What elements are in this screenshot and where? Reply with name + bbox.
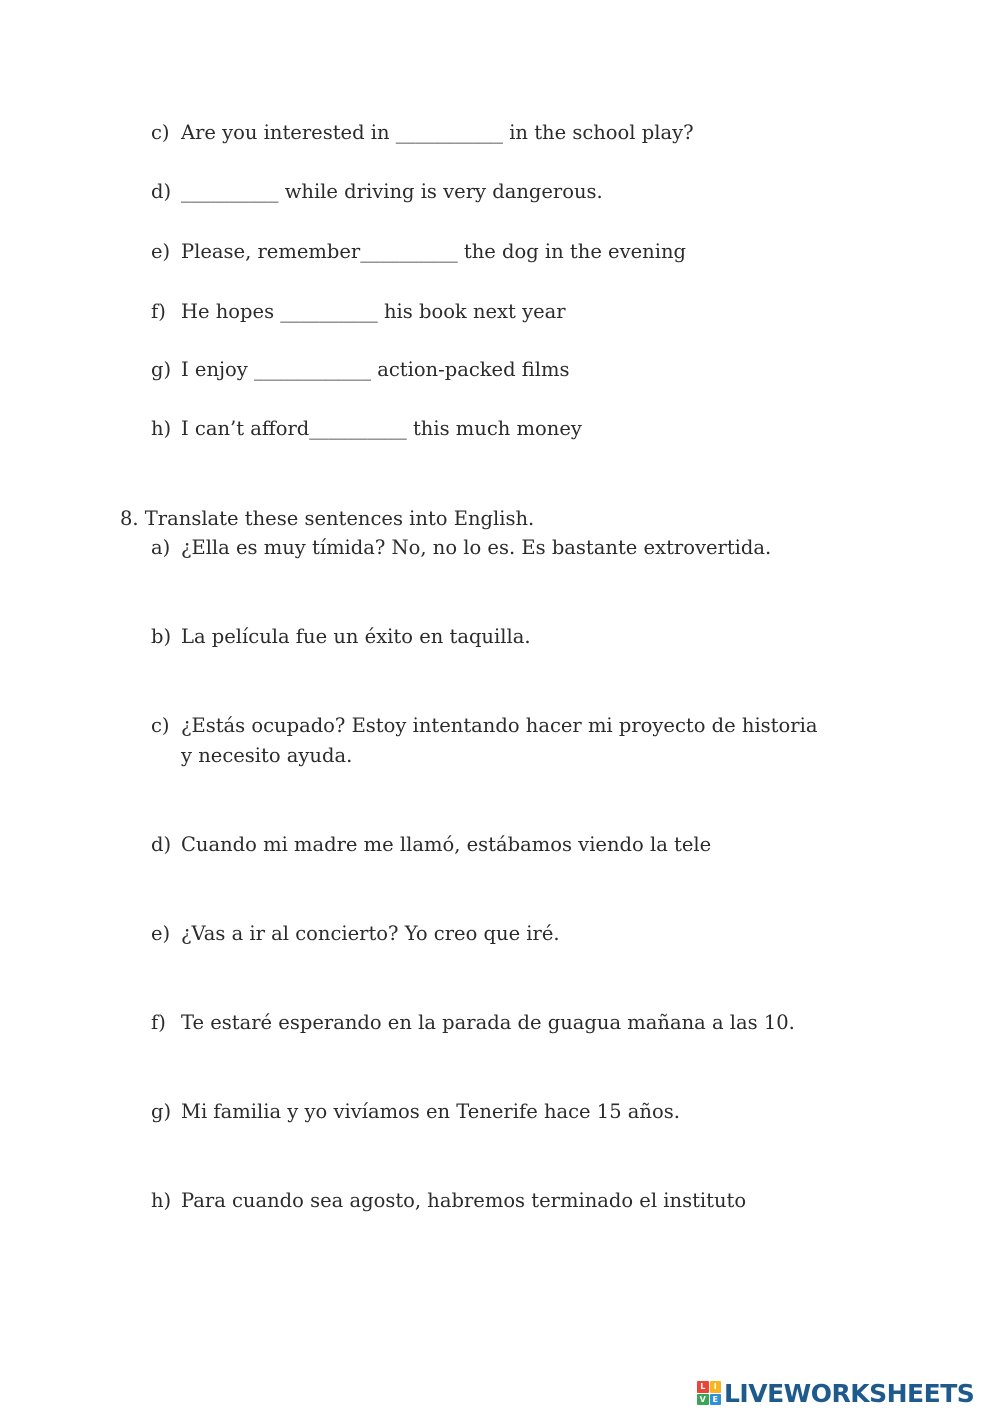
item-label: f) (151, 300, 166, 323)
item-label: d) (151, 833, 172, 856)
item-text: La película fue un éxito en taquilla. (181, 625, 531, 648)
item-text: ¿Ella es muy tímida? No, no lo es. Es bastante extrovertida. (181, 536, 772, 559)
item-text: Are you interested in ___________ in the school play? (181, 121, 694, 144)
item-text: Please, remember__________ the dog in the evening (181, 240, 686, 263)
ex8-item-d (151, 830, 851, 860)
item-label: a) (151, 536, 171, 559)
item-text: I can’t afford__________ this much money (181, 417, 582, 440)
item-text: Cuando mi madre me llamó, estábamos viendo la tele (181, 833, 712, 856)
ex8-item-h (151, 1186, 851, 1216)
item-label: b) (151, 625, 172, 648)
item-text: Te estaré esperando en la parada de guagua mañana a las 10. (181, 1011, 795, 1034)
logo-mark-letter: I (710, 1381, 722, 1393)
ex8-item-g (151, 1097, 851, 1127)
item-text: I enjoy ____________ action-packed films (181, 358, 570, 381)
ex8-item-a (151, 533, 851, 563)
item-label: g) (151, 1100, 172, 1123)
item-text: Para cuando sea agosto, habremos terminado el instituto (181, 1189, 747, 1212)
item-label: f) (151, 1011, 166, 1034)
ex7-item-g (151, 355, 851, 385)
item-label: d) (151, 180, 172, 203)
logo-mark-letter: V (697, 1394, 709, 1406)
item-label: c) (151, 714, 170, 737)
ex8-item-f (151, 1008, 851, 1038)
logo-mark-letter: L (697, 1381, 709, 1393)
item-label: g) (151, 358, 172, 381)
ex7-item-h (151, 414, 851, 444)
ex8-item-b (151, 622, 851, 652)
liveworksheets-logo (697, 1379, 974, 1407)
item-text: Mi familia y yo vivíamos en Tenerife hace 15 años. (181, 1100, 680, 1123)
ex7-item-e (151, 237, 851, 267)
item-label: e) (151, 240, 171, 263)
ex7-item-f (151, 297, 851, 327)
item-label: h) (151, 417, 172, 440)
ex8-item-e (151, 919, 851, 949)
logo-mark-icon (697, 1381, 721, 1405)
logo-mark-letter: E (710, 1394, 722, 1406)
logo-text: LIVEWORKSHEETS (724, 1378, 975, 1408)
exercise-8-heading: 8. Translate these sentences into English. (120, 507, 535, 530)
item-label: e) (151, 922, 171, 945)
ex7-item-c (151, 118, 851, 148)
item-text: ¿Vas a ir al concierto? Yo creo que iré. (181, 922, 560, 945)
item-text: He hopes __________ his book next year (181, 300, 566, 323)
item-label: c) (151, 121, 170, 144)
item-text: __________ while driving is very dangerous. (181, 180, 603, 203)
ex8-item-c (151, 711, 831, 771)
item-text: ¿Estás ocupado? Estoy intentando hacer mi proyecto de historia y necesito ayuda. (181, 714, 824, 767)
ex7-item-d (151, 177, 851, 207)
item-label: h) (151, 1189, 172, 1212)
